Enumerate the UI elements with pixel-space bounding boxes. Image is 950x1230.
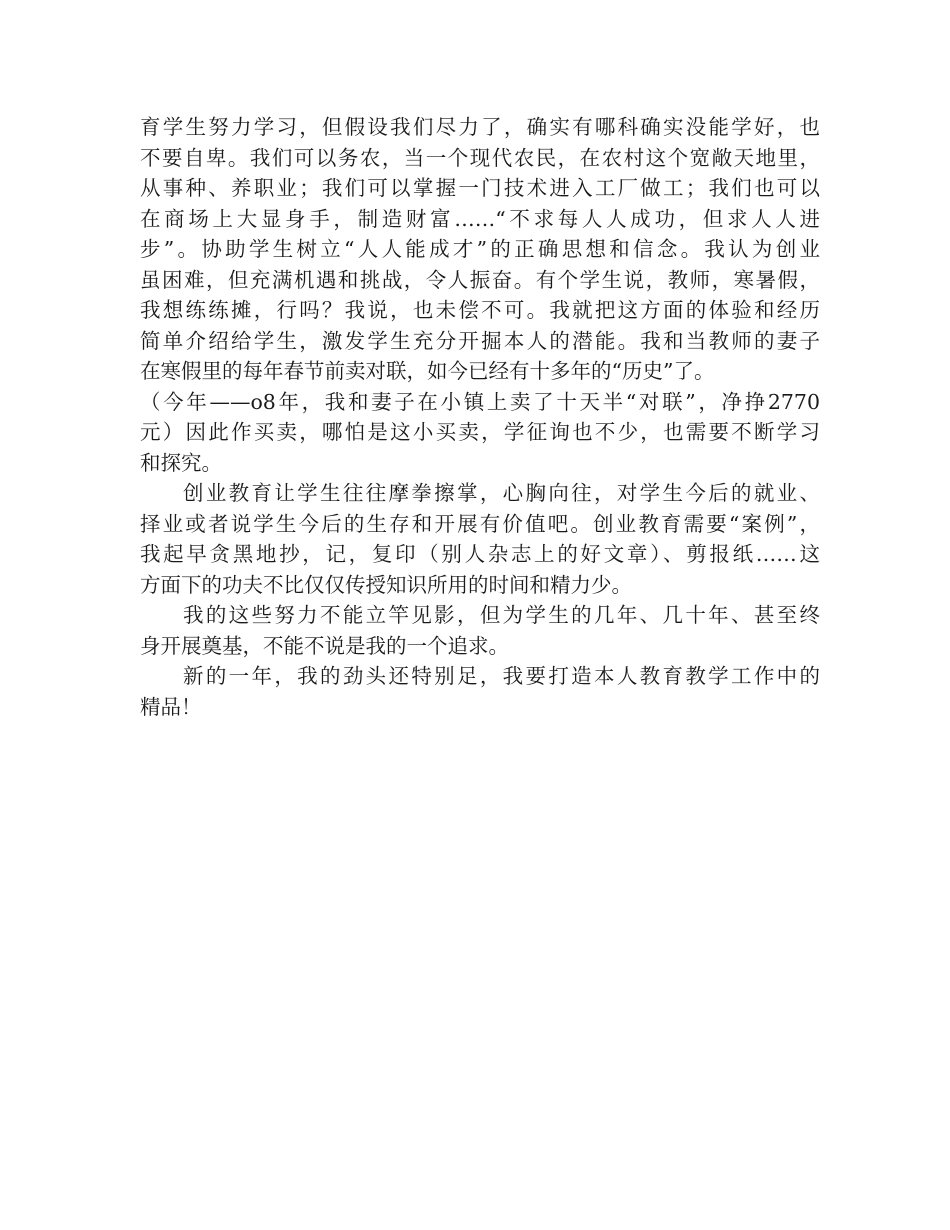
text-line: 方面下的功夫不比仅仅传授知识所用的时间和精力少。 [140, 572, 632, 597]
text-line: 步”。协助学生树立“人人能成才”的正确思想和信念。我认为创业 [140, 237, 820, 261]
text-line: 精品！ [140, 694, 202, 719]
paragraph-1 [140, 112, 820, 478]
text-line: 择业或者说学生今后的生存和开展有价值吧。创业教育需要“案例”， [140, 511, 820, 536]
text-line: 身开展奠基，不能不说是我的一个追求。 [140, 633, 509, 658]
text-line: 虽困难，但充满机遇和挑战，令人振奋。有个学生说，教师，寒暑假， [140, 267, 820, 292]
paragraph-4 [140, 661, 820, 722]
paragraph-3 [140, 600, 820, 661]
paragraph-2 [140, 478, 820, 600]
text-line: （今年——o8年，我和妻子在小镇上卖了十天半“对联”，净挣2770 [140, 389, 820, 414]
text-line: 简单介绍给学生，激发学生充分开掘本人的潜能。我和当教师的妻子 [140, 328, 820, 353]
document-body [140, 112, 820, 722]
text-line: 我想练练摊，行吗？我说，也未偿不可。我就把这方面的体验和经历 [140, 298, 820, 322]
text-line: 在寒假里的每年春节前卖对联，如今已经有十多年的“历史”了。 [140, 359, 715, 383]
text-line: 在商场上大显身手，制造财富……“不求每人人成功，但求人人进 [140, 206, 820, 231]
text-line: 新的一年，我的劲头还特别足，我要打造本人教育教学工作中的 [183, 664, 820, 688]
text-line: 不要自卑。我们可以务农，当一个现代农民，在农村这个宽敞天地里， [140, 145, 820, 170]
text-line: 我的这些努力不能立竿见影，但为学生的几年、几十年、甚至终 [183, 603, 820, 627]
text-line: 创业教育让学生往往摩拳擦掌，心胸向往，对学生今后的就业、 [183, 481, 820, 505]
text-line: 育学生努力学习，但假设我们尽力了，确实有哪科确实没能学好，也 [140, 115, 820, 139]
text-line: 从事种、养职业；我们可以掌握一门技术进入工厂做工；我们也可以 [140, 176, 820, 200]
text-line: 元）因此作买卖，哪怕是这小买卖，学征询也不少，也需要不断学习 [140, 420, 820, 444]
text-line: 和探究。 [140, 450, 222, 475]
text-line: 我起早贪黑地抄，记，复印（别人杂志上的好文章）、剪报纸……这 [140, 542, 820, 566]
